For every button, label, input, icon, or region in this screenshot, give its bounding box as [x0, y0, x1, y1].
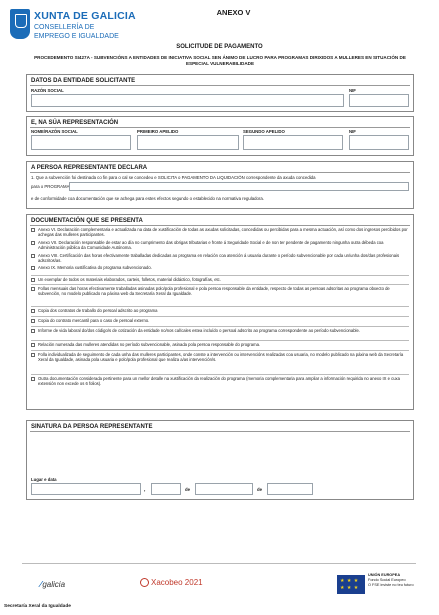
- doc-item-follow-up-sheet[interactable]: Folla individualizada de seguimento de cada unha das mulleres participantes, onde conste a intervención ou intervencións realizadas coa usuaria, no modelo publicado na páxina web da Secretaría Xeral da Igualdade, asinada pola usuaria e polo/pola profesional que realiza a/as intervención/s.: [31, 350, 409, 362]
- doc-item-women-list[interactable]: Relación numerada das mulleres atendidas no período subvencionable, asinada pola persoa responsable do programa.: [31, 340, 409, 347]
- doc-checkbox[interactable]: [31, 254, 35, 258]
- program-label: para o PROGRAMA: [31, 184, 70, 189]
- year-field[interactable]: [267, 483, 313, 495]
- rep-surname2-field[interactable]: [243, 135, 343, 150]
- doc-checkbox[interactable]: [31, 228, 35, 232]
- rep-name-label: NOME/RAZÓN SOCIAL: [31, 129, 78, 134]
- form-title: SOLICITUDE DE PAGAMENTO: [176, 44, 263, 50]
- doc-item-external-contract[interactable]: Copia do contrato mercantil para o caso de persoal externo.: [31, 316, 409, 323]
- doc-checkbox[interactable]: [31, 353, 35, 357]
- razon-social-field[interactable]: [31, 94, 344, 107]
- xacobeo-icon: [140, 578, 149, 587]
- date-separator-2: de: [257, 487, 263, 492]
- doc-checkbox[interactable]: [31, 329, 35, 333]
- place-date-label: Lugar e data: [31, 477, 57, 482]
- doc-item-anexo-ix[interactable]: Anexo IX. Memoria xustificativa do programa subvencionado.: [31, 265, 409, 270]
- representative-section: [26, 116, 414, 156]
- doc-item-materials[interactable]: Un exemplar de todos os materiais elaborados, carteis, folletos, material didáctico, fotografías, etc.: [31, 275, 409, 282]
- eu-flag-icon: [337, 575, 365, 594]
- doc-checkbox[interactable]: [31, 343, 35, 347]
- entity-section: [26, 74, 414, 112]
- doc-item-anexo-vii[interactable]: Anexo VII. Declaración responsable de estar ao día no cumprimento das obrigas tributarias e fronte á Seguridade Social e de non ter pendente de pagamento ningunha outra débeda coa Administración pública da Comunidade Autónoma.: [31, 240, 409, 250]
- doc-checkbox[interactable]: [31, 278, 35, 282]
- representative-heading: E, NA SÚA REPRESENTACIÓN: [31, 120, 119, 126]
- day-field[interactable]: [151, 483, 181, 495]
- razon-social-label: RAZÓN SOCIAL: [31, 88, 64, 93]
- conformity-text: e de conformidade coa documentación que se achega para estes efectos segundo o establecido na normativa reguladora.: [31, 196, 264, 201]
- place-separator: ,: [144, 487, 146, 493]
- date-separator-1: de: [185, 487, 191, 492]
- footer-divider: [22, 563, 416, 564]
- program-field[interactable]: [69, 182, 409, 191]
- rep-surname1-field[interactable]: [137, 135, 239, 150]
- xacobeo-logo: Xacobeo 2021: [140, 578, 203, 587]
- doc-item-contracts[interactable]: Copia dos contratos de traballo do persoal adscrito ao programa: [31, 306, 409, 313]
- rep-name-field[interactable]: [31, 135, 131, 150]
- place-field[interactable]: [31, 483, 141, 495]
- doc-checkbox[interactable]: [31, 377, 35, 381]
- doc-checkbox[interactable]: [31, 266, 35, 270]
- declaration-heading: A PERSOA REPRESENTANTE DECLARA: [31, 165, 148, 171]
- doc-item-work-life-report[interactable]: Informe de vida laboral do/dos código/s de cotización da entidade no/nos cal/cales estea incluído o persoal adscrito ao programa correspondente ao período subvencionable.: [31, 326, 409, 333]
- doc-item-monthly-sheets[interactable]: Follas mensuais das horas efectivamente traballadas asinadas polo/pola profesional e pola persoa responsable da entidade, respecto de todas as persoas adscritas ao programa obxecto de subvención, no modelo publicado na páxina web da Secretaría Xeral da Igualdade.: [31, 284, 409, 296]
- anexo-label: ANEXO V: [216, 8, 251, 17]
- doc-checkbox[interactable]: [31, 241, 35, 245]
- entity-nif-field[interactable]: [349, 94, 409, 107]
- entity-nif-label: NIF: [349, 88, 356, 93]
- logo-dept-line1: CONSELLERÍA DE: [34, 24, 95, 31]
- declaration-section: [26, 161, 414, 209]
- logo-org: XUNTA DE GALICIA: [34, 10, 136, 22]
- rep-nif-field[interactable]: [349, 135, 409, 150]
- doc-item-other-documentation[interactable]: Outra documentación considerada pertinente para un mellor detalle na xustificación da realización do programa (memoria complementaria para ampliar a información requirida no anexo IX e cuxa extensión non excede os 6 folios).: [31, 374, 409, 386]
- rep-surname2-label: SEGUNDO APELIDO: [243, 129, 285, 134]
- eu-fund-text: UNIÓN EUROPEA Fondo Social Europeo O FSE inviste no teu futuro: [368, 573, 414, 587]
- galicia-brand: ⁄galicia: [40, 580, 66, 589]
- rep-nif-label: NIF: [349, 129, 356, 134]
- logo-dept-line2: EMPREGO E IGUALDADE: [34, 33, 119, 40]
- doc-checkbox[interactable]: [31, 287, 35, 291]
- entity-heading: DATOS DA ENTIDADE SOLICITANTE: [31, 78, 136, 84]
- signature-section: [26, 420, 414, 500]
- doc-checkbox[interactable]: [31, 319, 35, 323]
- procedure-description: PROCEDEMENTO SI427A - SUBVENCIÓNS A ENTIDADES DE INICIATIVA SOCIAL SEN ÁNIMO DE LUCRO PARA PROGRAMAS DIRIXIDOS A MULLERES EN SITUACIÓN DE ESPECIAL VULNERABILIDADE: [34, 55, 406, 66]
- doc-item-anexo-viii[interactable]: Anexo VIII. Certificación das horas efectivamente traballadas dedicadas ao programa en relación coa atención á usuaria durante o período subvencionable por cada un/unha dos/das profesionais adscritos/as.: [31, 253, 409, 263]
- doc-item-anexo-vi[interactable]: Anexo VI. Declaración complementaria e actualizada na data de xustificación de todas as axudas solicitadas, concedidas ou percibidas para a mesma actuación, así como dos ingresos percibidos por achegas das mulleres participantes.: [31, 227, 409, 237]
- month-field[interactable]: [195, 483, 253, 495]
- declaration-point-1: 1. Que a subvención foi destinada co fin para o cal se concedeu e SOLICITA o PAGAMENTO DA LIQUIDACIÓN correspondente da axuda concedida: [31, 175, 316, 180]
- secretaria-xeral-label: Secretaría Xeral da Igualdade: [4, 604, 71, 609]
- doc-checkbox[interactable]: [31, 309, 35, 313]
- signature-area[interactable]: [31, 435, 409, 473]
- signature-heading: SINATURA DA PERSOA REPRESENTANTE: [31, 424, 153, 430]
- documentation-section: [26, 214, 414, 410]
- documentation-heading: DOCUMENTACIÓN QUE SE PRESENTA: [31, 218, 143, 224]
- rep-surname1-label: PRIMEIRO APELIDO: [137, 129, 179, 134]
